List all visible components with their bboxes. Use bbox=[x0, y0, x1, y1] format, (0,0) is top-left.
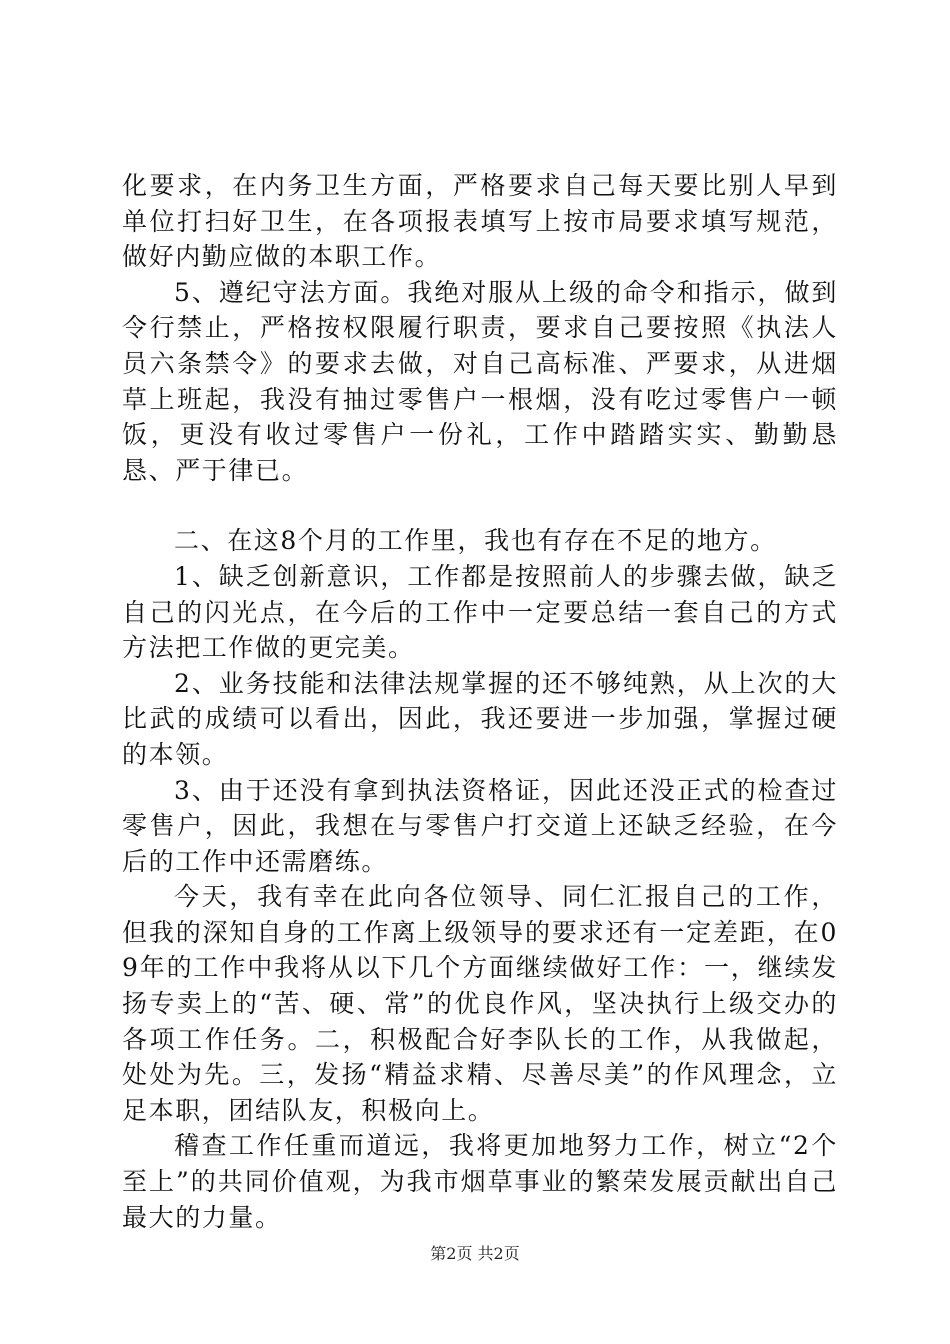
paragraph-plans: 今天，我有幸在此向各位领导、同仁汇报自己的工作，但我的深知自身的工作离上级领导的要求还有一定差距，在09年的工作中我将从以下几个方面继续做好工作：一，继续发扬专卖上的“苦、硬、常”的优良作风，坚决执行上级交办的各项工作任务。二，积极配合好李队长的工作，从我做起，处处为先。三，发扬“精益求精、尽善尽美”的作风理念，立足本职，团结队友，积极向上。 bbox=[122, 882, 838, 1125]
paragraph-shortcoming-3: 3、由于还没有拿到执法资格证，因此还没正式的检查过零售户，因此，我想在与零售户打交道上还缺乏经验，在今后的工作中还需磨练。 bbox=[122, 775, 838, 876]
paragraph-shortcoming-2: 2、业务技能和法律法规掌握的还不够纯熟，从上次的大比武的成绩可以看出，因此，我还要进一步加强，掌握过硬的本领。 bbox=[122, 668, 838, 769]
section-heading-shortcomings: 二、在这8个月的工作里，我也有存在不足的地方。 bbox=[174, 526, 777, 556]
paragraph-discipline: 5、遵纪守法方面。我绝对服从上级的命令和指示，做到令行禁止，严格按权限履行职责，要求自己要按照《执法人员六条禁令》的要求去做，对自己高标准、严要求，从进烟草上班起，我没有抽过零售户一根烟，没有吃过零售户一顿饭，更没有收过零售户一份礼，工作中踏踏实实、勤勤恳恳、严于律已。 bbox=[122, 277, 838, 485]
page-footer: 第2页 共2页 bbox=[430, 1244, 520, 1263]
paragraph-shortcoming-1: 1、缺乏创新意识，工作都是按照前人的步骤去做，缺乏自己的闪光点，在今后的工作中一定要总结一套自己的方式方法把工作做的更完美。 bbox=[122, 561, 838, 663]
paragraph-closing: 稽查工作任重而道远，我将更加地努力工作，树立“2个至上”的共同价值观，为我市烟草事业的繁荣发展贡献出自己最大的力量。 bbox=[122, 1131, 838, 1232]
paragraph-continued: 化要求，在内务卫生方面，严格要求自己每天要比别人早到单位打扫好卫生，在各项报表填写上按市局要求填写规范，做好内勤应做的本职工作。 bbox=[122, 171, 838, 272]
document-body bbox=[122, 168, 838, 1235]
